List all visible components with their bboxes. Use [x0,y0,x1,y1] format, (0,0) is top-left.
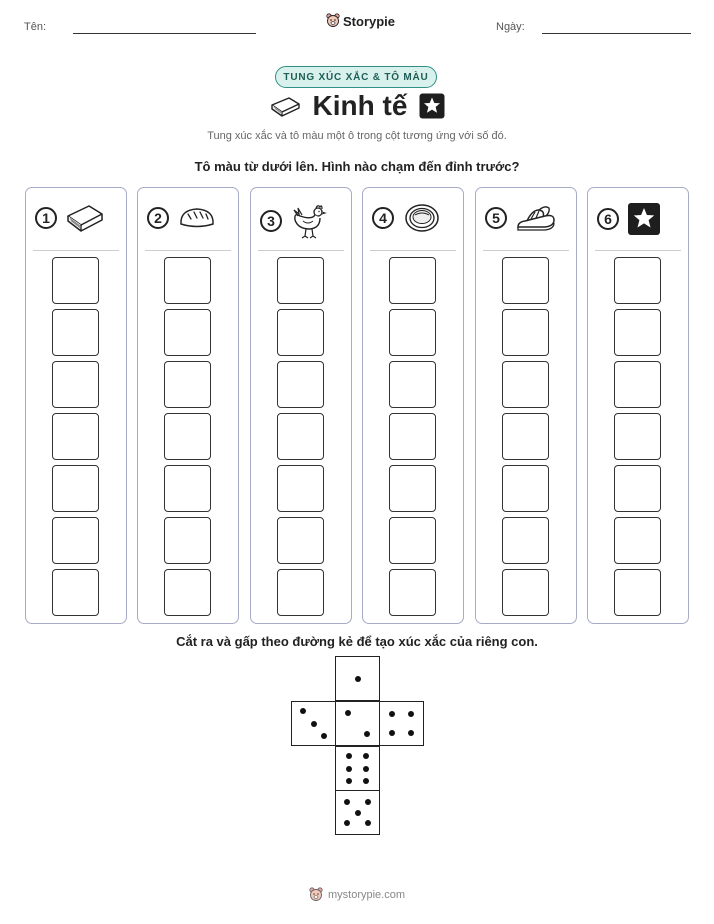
pip [365,799,371,805]
pip [346,753,352,759]
column-6 [587,187,689,624]
dice-instruction: Cắt ra và gấp theo đường kẻ để tạo xúc xắc của riêng con. [176,634,538,649]
color-box[interactable] [52,361,99,408]
activity-badge: TUNG XÚC XẮC & TÔ MÀU [275,66,437,88]
name-line[interactable] [73,33,256,34]
color-box[interactable] [164,413,211,460]
color-box[interactable] [389,465,436,512]
color-box[interactable] [502,517,549,564]
color-box[interactable] [502,465,549,512]
color-box[interactable] [52,413,99,460]
column-2 [137,187,239,624]
color-box[interactable] [502,257,549,304]
color-box[interactable] [52,517,99,564]
color-box[interactable] [614,257,661,304]
color-box[interactable] [277,569,324,616]
color-box[interactable] [614,309,661,356]
brand-logo [326,13,395,29]
column-divider [145,250,231,251]
column-divider [258,250,344,251]
footer [0,887,714,903]
column-header [260,202,330,240]
color-box[interactable] [614,517,661,564]
pip [389,730,395,736]
book-icon [65,202,105,234]
pip [345,710,351,716]
color-box[interactable] [389,413,436,460]
column-divider [33,250,119,251]
color-box[interactable] [277,517,324,564]
footer-website: mystorypie.com [327,889,406,901]
pip [363,766,369,772]
column-header [372,202,442,234]
color-box[interactable] [164,257,211,304]
color-box[interactable] [164,361,211,408]
color-box[interactable] [614,413,661,460]
sandal-icon [515,202,557,234]
date-label: Ngày: [496,21,525,33]
chicken-icon [290,202,330,240]
pip [311,721,317,727]
bread-icon [177,202,217,234]
coloring-instruction: Tô màu từ dưới lên. Hình nào chạm đến đỉnh trước? [194,159,520,174]
die-face-six [335,746,380,791]
color-box[interactable] [614,361,661,408]
pip [355,810,361,816]
color-box[interactable] [614,569,661,616]
column-divider [370,250,456,251]
column-number: 3 [260,210,282,232]
color-box[interactable] [277,257,324,304]
title-row [0,90,714,122]
color-box[interactable] [164,309,211,356]
plate-icon [402,202,442,234]
color-box[interactable] [277,413,324,460]
star-icon [419,93,445,119]
star-icon [627,202,661,236]
color-box[interactable] [389,361,436,408]
die-face-one [335,656,380,701]
die-face-four [379,701,424,746]
pip [344,799,350,805]
color-box[interactable] [389,517,436,564]
column-number: 6 [597,208,619,230]
color-box[interactable] [52,257,99,304]
die-face-two [335,701,380,746]
color-box[interactable] [164,465,211,512]
column-5 [475,187,577,624]
color-box[interactable] [52,569,99,616]
pip [363,753,369,759]
color-box[interactable] [164,569,211,616]
column-divider [595,250,681,251]
color-box[interactable] [389,309,436,356]
column-number: 1 [35,207,57,229]
die-face-three [291,701,336,746]
name-label: Tên: [24,21,47,33]
column-number: 4 [372,207,394,229]
column-divider [483,250,569,251]
column-4 [362,187,464,624]
pip [344,820,350,826]
color-box[interactable] [277,361,324,408]
column-header [597,202,661,236]
color-box[interactable] [502,569,549,616]
color-box[interactable] [277,465,324,512]
color-box[interactable] [502,309,549,356]
column-1 [25,187,127,624]
pip [346,778,352,784]
bear-icon [326,13,340,29]
pip [389,711,395,717]
color-box[interactable] [389,569,436,616]
date-line[interactable] [542,33,691,34]
column-header [35,202,105,234]
color-box[interactable] [277,309,324,356]
subtitle: Tung xúc xắc và tô màu một ô trong cột tương ứng với số đó. [207,130,507,142]
pip [364,731,370,737]
color-box[interactable] [52,465,99,512]
color-box[interactable] [502,361,549,408]
color-box[interactable] [164,517,211,564]
color-box[interactable] [389,257,436,304]
die-face-five [335,790,380,835]
pip [363,778,369,784]
color-box[interactable] [52,309,99,356]
pip [321,733,327,739]
pip [355,676,361,682]
column-number: 2 [147,207,169,229]
color-box[interactable] [614,465,661,512]
column-3 [250,187,352,624]
pip [365,820,371,826]
color-box[interactable] [502,413,549,460]
column-header [147,202,217,234]
column-header [485,202,557,234]
pip [300,708,306,714]
book-icon [269,95,301,117]
pip [408,730,414,736]
pip [408,711,414,717]
pip [346,766,352,772]
brand-name: Storypie [343,13,396,29]
page-title: Kinh tế [312,90,408,121]
column-number: 5 [485,207,507,229]
bear-icon [309,887,323,903]
